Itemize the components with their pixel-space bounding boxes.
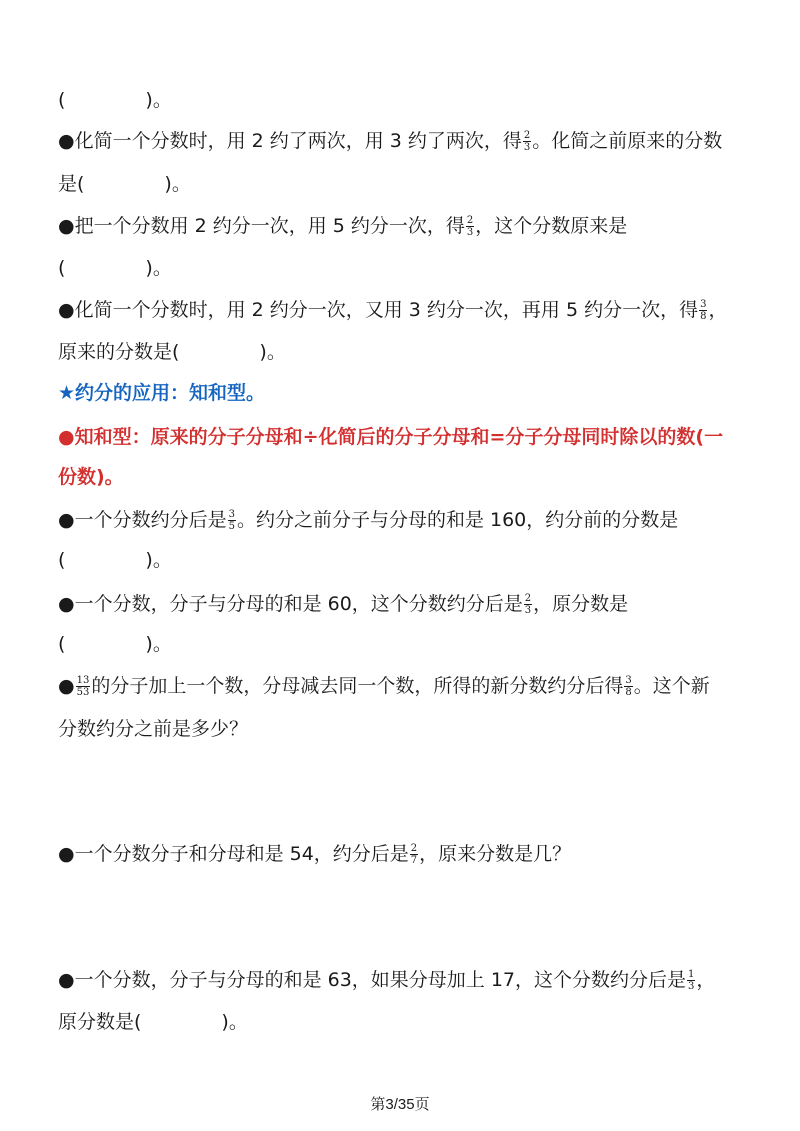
section-title: ★约分的应用：知和型。 [58,382,266,404]
question-7: ●一个分数分子和分母和是 54，约分后是 $\frac{2}{7}$ ，原来分数是几？ [58,843,572,866]
question-4-answer: ( )。 [58,549,172,571]
fraction: $\frac{3}{8}$ [700,299,707,322]
fraction: $\frac{13}{53}$ [76,675,90,698]
fraction: $\frac{2}{3}$ [523,130,531,153]
question-3: ●化简一个分数时，用 2 约分一次，又用 3 约分一次，再用 5 约分一次，得 $\frac{3}{8}$ ， [58,299,728,322]
question-5: ●一个分数，分子与分母的和是 60，这个分数约分后是 $\frac{2}{3}$ ，原分数是 [58,593,629,616]
fraction: $\frac{2}{3}$ [466,215,474,238]
fraction: $\frac{3}{5}$ [228,509,235,532]
question-6-cont: 分数约分之前是多少？ [58,718,249,740]
page-number: 第3/35页 [370,1096,430,1113]
fraction: $\frac{2}{3}$ [524,593,532,616]
question-5-answer: ( )。 [58,633,172,655]
fraction: $\frac{2}{7}$ [410,843,418,866]
question-1: ●化简一个分数时，用 2 约了两次，用 3 约了两次，得 $\frac{2}{3}$ 。化简之前原来的分数 [58,130,723,153]
question-1-answer: 是( )。 [58,173,191,195]
question-8: ●一个分数，分子与分母的和是 63，如果分母加上 17，这个分数约分后是 $\frac{1}{3}$ ， [58,969,716,992]
question-2: ●把一个分数用 2 约分一次，用 5 约分一次，得 $\frac{2}{3}$ ，这个分数原来是 [58,215,628,238]
question-8-answer: 原分数是( )。 [58,1011,248,1033]
question-2-answer: ( )。 [58,257,172,279]
question-6: ● $\frac{13}{53}$ 的分子加上一个数，分母减去同一个数，所得的新分数约分后得 $\frac{3}{8}$ 。这个新 [58,675,710,698]
rule-text: ●知和型：原来的分子分母和÷化简后的分子分母和=分子分母同时除以的数(一 [58,426,724,448]
question-4: ●一个分数约分后是 $\frac{3}{5}$ 。约分之前分子与分母的和是 160，约分前的分数是 [58,509,679,532]
fraction: $\frac{3}{8}$ [625,675,632,698]
fraction: $\frac{1}{3}$ [688,969,695,992]
question-3-answer: 原来的分数是( )。 [58,341,286,363]
answer-line: ( )。 [58,89,172,111]
rule-text-cont: 份数)。 [58,466,124,488]
